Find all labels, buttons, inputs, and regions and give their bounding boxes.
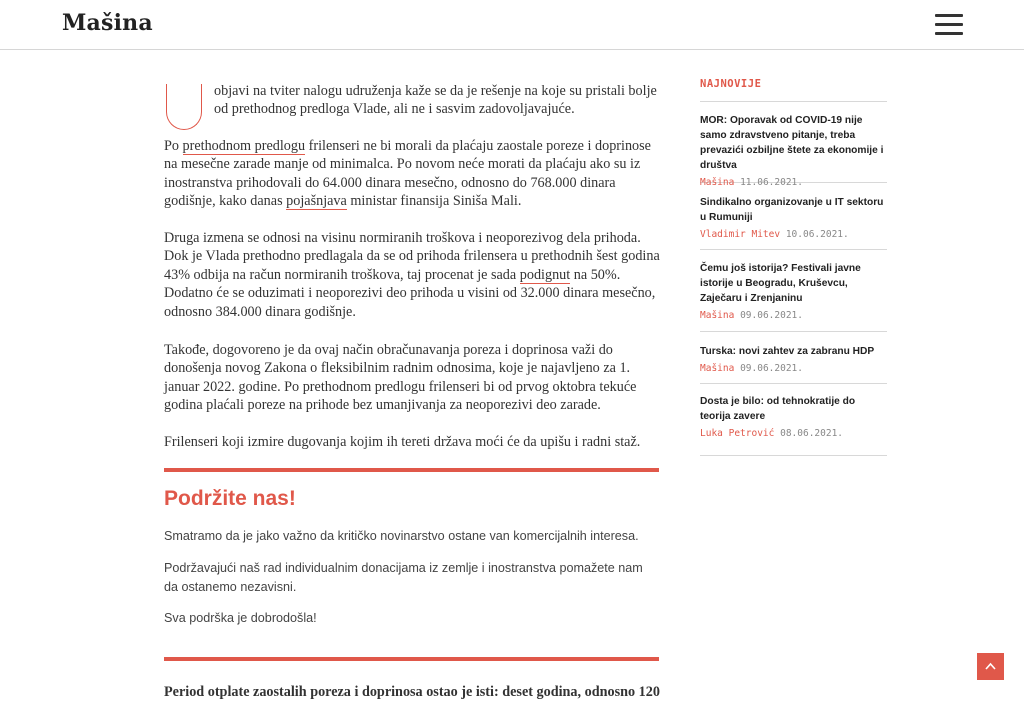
sidebar-heading: NAJNOVIJE — [700, 78, 762, 90]
article-paragraph: Takođe, dogovoreno je da ovaj način obračunavanja poreza i doprinosa važi do donošenja novog Zakona o fleksibilnim radnim odnosima, koje je najavljeno za 1. januar 2022. godine. Po prethodnom predlogu frilenseri bi od prvog oktobra tekuće godina plaćali poreze na prihode bez umanjivanja za neoporezivi deo zarade. — [164, 342, 637, 414]
sidebar-item-meta — [700, 229, 887, 240]
sidebar-item-title[interactable]: Turska: novi zahtev za zabranu HDP — [700, 346, 875, 357]
sidebar-item-author[interactable]: Mašina — [700, 363, 735, 374]
section-divider — [164, 657, 659, 661]
sidebar-item-author[interactable]: Vladimir Mitev — [700, 229, 781, 240]
sidebar-item-date: 10.06.2021. — [785, 229, 849, 240]
sidebar-item-title[interactable]: Dosta je bilo: od tehnokratije do teorija zavere — [700, 396, 856, 422]
article-paragraph: Po prethodnom predlogu frilenseri ne bi morali da plaćaju zaostale poreze i doprinose na mesečne zarade manje od minimalca. Po novom neće morati da plaćaju ako su iz inostranstva prihodovali do 64.000 dinara mesečno, odnosno do 768.000 dinara godišnje, kako danas pojašnjava ministar finansija Siniša Mali. — [164, 138, 651, 210]
support-text: Smatramo da je jako važno da kritičko novinarstvo ostane van komercijalnih interesa. — [164, 529, 639, 543]
sidebar-item[interactable] — [700, 195, 887, 250]
section-divider — [164, 468, 659, 472]
drop-cap-letter-u — [166, 84, 202, 130]
sidebar-item-title[interactable]: MOR: Oporavak od COVID-19 nije samo zdravstveno pitanje, treba prevazići ozbiljne štete za ekonomije i društva — [700, 115, 884, 171]
sidebar-item[interactable] — [700, 344, 887, 384]
sidebar-item-author[interactable]: Mašina — [700, 310, 735, 321]
sidebar-item-date: 08.06.2021. — [780, 428, 844, 439]
sidebar-item-date: 11.06.2021. — [740, 177, 803, 188]
sidebar-item-title[interactable]: Čemu još istorija? Festivali javne istorije u Beogradu, Kruševcu, Zaječaru i Zrenjaninu — [700, 263, 861, 304]
sidebar-item-date: 09.06.2021. — [740, 363, 803, 374]
chevron-up-icon — [985, 662, 996, 670]
sidebar-item-meta — [700, 428, 887, 439]
link-prethodnom-predlogu[interactable]: prethodnom predlogu — [182, 138, 306, 154]
sidebar-item-author[interactable]: Luka Petrović — [700, 428, 775, 439]
sidebar-item-meta — [700, 310, 887, 321]
support-heading: Podržite nas! — [164, 487, 296, 510]
back-to-top-button[interactable] — [977, 653, 1004, 680]
sidebar-top-border — [700, 101, 887, 102]
article-paragraph: Druga izmena se odnosi na visinu normiranih troškova i neoporezivog dela prihoda. Dok je Vlada prethodno predlagala da se od prihoda frilensera u prethodnih šest godina 43% odbija na račun normiranih troškova, taj procenat je sada podignut na 50%. Dodatno će se oduzimati i neoporezivi deo prihoda u visini od 32.000 dinara mesečno, odnosno 384.000 dinara godišnje. — [164, 230, 660, 320]
article-paragraph: objavi na tviter nalogu udruženja kaže se da je rešenje na koje su pristali bolje od prethodnog predloga Vlade, ali ne i sasvim zadovoljavajuće. — [214, 83, 657, 118]
article-paragraph: Period otplate zaostalih poreza i doprinosa ostao je isti: deset godina, odnosno 120 — [164, 684, 660, 700]
link-podignut[interactable]: podignut — [519, 266, 571, 283]
link-pojasnjava[interactable]: pojašnjava — [286, 193, 347, 210]
site-header — [0, 0, 1024, 50]
sidebar-item[interactable] — [700, 394, 887, 456]
sidebar-item[interactable] — [700, 261, 887, 332]
hamburger-menu-icon[interactable] — [935, 14, 963, 36]
article-paragraph: Frilenseri koji izmire dugovanja kojim ih tereti država moći će da upišu i radni staž. — [164, 434, 641, 450]
sidebar-item-author[interactable]: Mašina — [700, 177, 735, 188]
sidebar-item[interactable] — [700, 113, 887, 188]
sidebar-item-title[interactable]: Sindikalno organizovanje u IT sektoru u Rumuniji — [700, 197, 884, 223]
sidebar-item-meta — [700, 177, 887, 188]
site-logo[interactable]: Mašina — [62, 10, 153, 36]
support-text: Podržavajući naš rad individualnim donacijama iz zemlje i inostranstva pomažete nam da ostanemo nezavisni. — [164, 561, 643, 594]
sidebar-item-meta — [700, 363, 887, 374]
support-text: Sva podrška je dobrodošla! — [164, 611, 317, 625]
sidebar-item-date: 09.06.2021. — [740, 310, 803, 321]
